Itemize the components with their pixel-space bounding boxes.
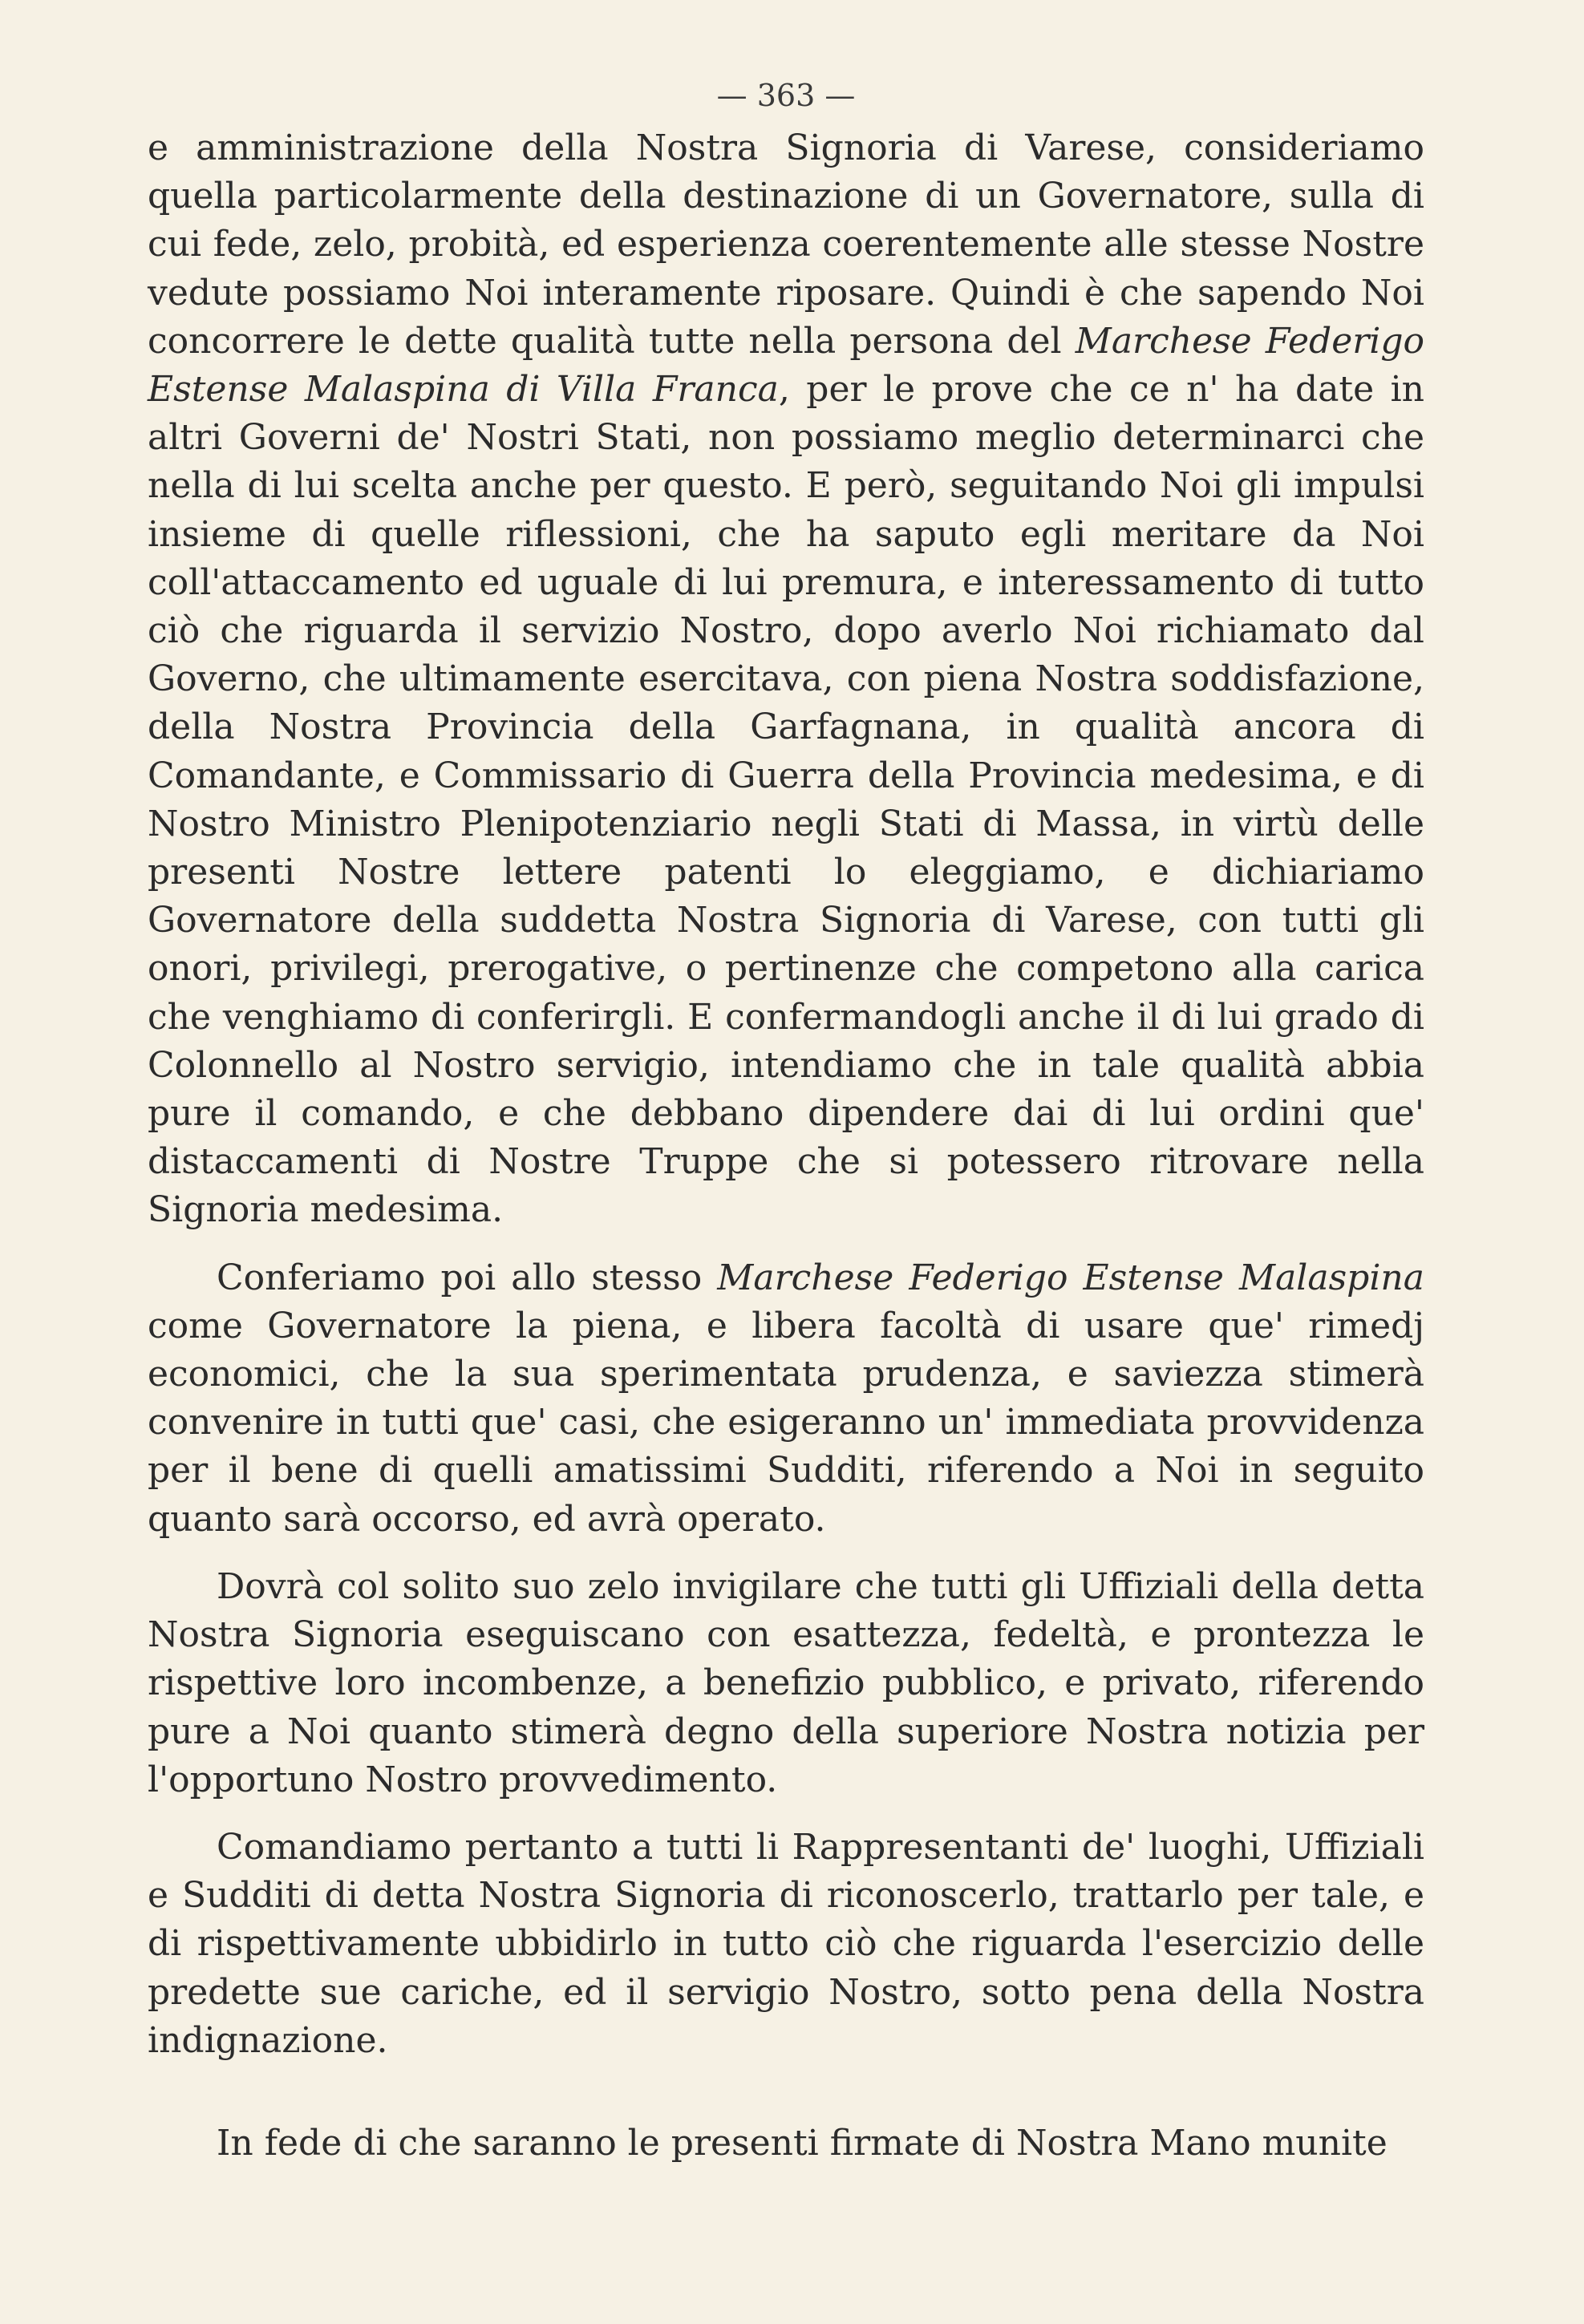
paragraph-text: , per le prove che ce n' ha date in altri Governi de' Nostri Stati, non possiamo meglio determinarci che nella di lui scelta anche per questo. E però, seguitando Noi gli impulsi insieme di quelle riflessioni, che ha saputo egli meritare da Noi coll'attaccamento ed uguale di lui premura, e interessamento di tutto ciò che riguarda il servizio Nostro, dopo averlo Noi richiamato dal Governo, che ultimamente esercitava, con piena Nostra soddisfazione, della Nostra Provincia della Garfagnana, in qualità ancora di Comandante, e Commissario di Guerra della Provincia medesima, e di Nostro Ministro Plenipotenziario negli Stati di Massa, in virtù delle presenti Nostre lettere patenti lo eleggiamo, e dichiariamo Governatore della suddetta Nostra Signoria di Varese, con tutti gli onori, privilegi, prerogative, o pertinenze che competono alla carica che venghiamo di conferirgli. E confermandogli anche il di lui grado di Colonnello al Nostro servigio, intendiamo che in tale qualità abbia pure il comando, e che debbano dipendere dai di lui ordini que' distaccamenti di Nostre Truppe che si potessero ritrovare nella Signoria medesima. bbox=[148, 369, 1424, 1231]
paragraph-governatore-nomina bbox=[148, 124, 1424, 1235]
italic-name: Marchese Federigo Estense Malaspina di Villa Franca bbox=[148, 320, 1424, 411]
paragraph-text: e amministrazione della Nostra Signoria di Varese, consideriamo quella particolarmente della destinazione di un Governatore, sulla di cui fede, zelo, probità, ed esperienza coerentemente alle stesse Nostre vedute possiamo Noi interamente riposare. Quindi è che sapendo Noi concorrere le dette qualità tutte nella persona del bbox=[148, 128, 1424, 362]
paragraph-in-fede bbox=[148, 2120, 1424, 2168]
paragraph-facolta bbox=[148, 1254, 1424, 1544]
paragraph-text: come Governatore la piena, e libera facoltà di usare que' rimedj economici, che la sua sperimentata prudenza, e saviezza stimerà convenire in tutti que' casi, che esigeranno un' immediata provvidenza per il bene di quelli amatissimi Sudditi, riferendo a Noi in seguito quanto sarà occorso, ed avrà operato. bbox=[148, 1305, 1424, 1540]
document-page bbox=[148, 76, 1424, 2290]
paragraph-text: Comandiamo pertanto a tutti li Rappresentanti de' luoghi, Uffiziali e Sudditi di detta Nostra Signoria di riconoscerlo, trattarlo per tale, e di rispettivamente ubbidirlo in tutto ciò che riguarda l'esercizio delle predette sue cariche, ed il servigio Nostro, sotto pena della Nostra indignazione. bbox=[148, 1826, 1424, 2061]
page-number: — 363 — bbox=[716, 78, 856, 113]
paragraph-text: Dovrà col solito suo zelo invigilare che tutti gli Uffiziali della detta Nostra Signoria eseguiscano con esattezza, fedeltà, e prontezza le rispettive loro incombenze, a benefizio pubblico, e privato, riferendo pure a Noi quanto stimerà degno della superiore Nostra notizia per l'opportuno Nostro provvedimento. bbox=[148, 1565, 1424, 1800]
paragraph-comando bbox=[148, 1824, 1424, 2065]
paragraph-text: In fede di che saranno le presenti firmate di Nostra Mano munite bbox=[217, 2122, 1388, 2164]
paragraph-vigilanza bbox=[148, 1563, 1424, 1804]
paragraph-text: Conferiamo poi allo stesso bbox=[217, 1257, 718, 1298]
italic-name: Marchese Federigo Estense Malaspina bbox=[717, 1257, 1424, 1298]
